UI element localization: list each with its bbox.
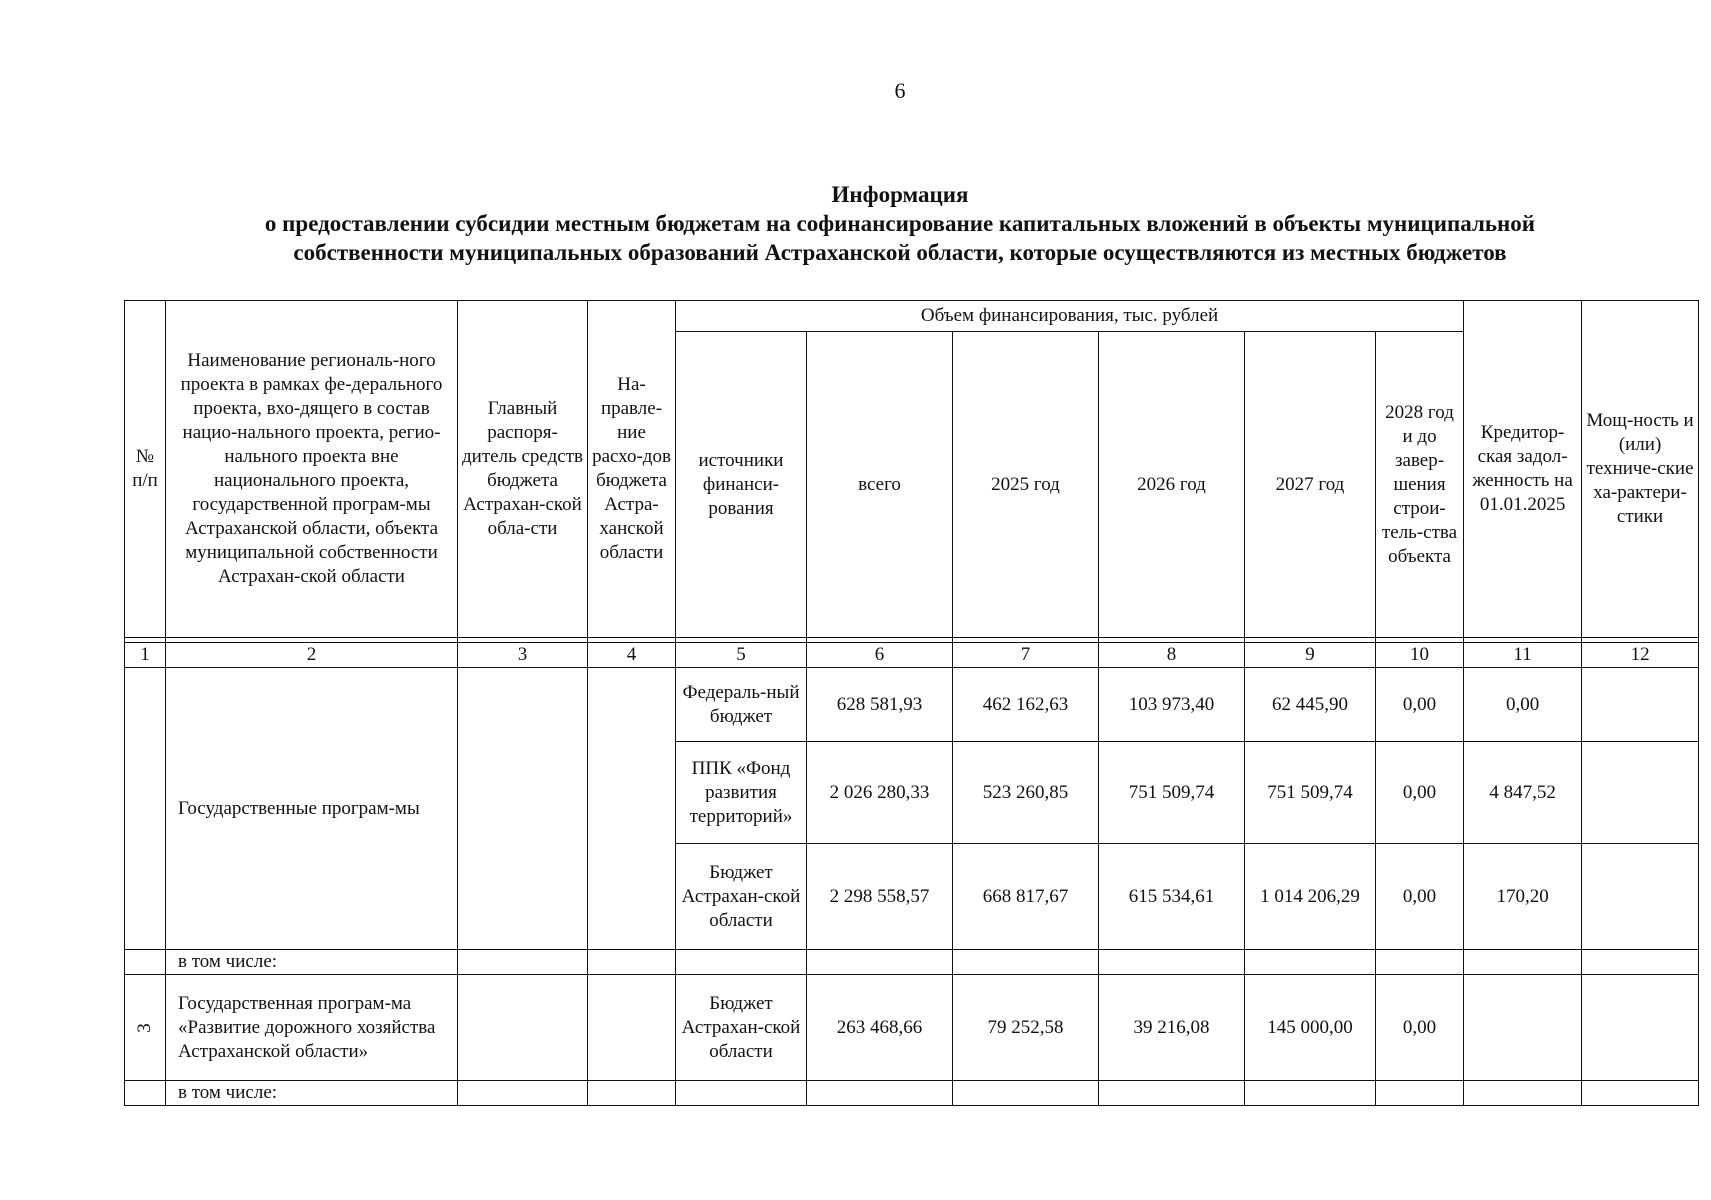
- year-2025-value: 462 162,63: [953, 668, 1099, 742]
- total-value: 2 026 280,33: [807, 742, 953, 844]
- year-2027-value: 1 014 206,29: [1245, 844, 1376, 950]
- year-2025-value: 668 817,67: [953, 844, 1099, 950]
- year-2028-value: 0,00: [1376, 844, 1464, 950]
- header-financing-group: Объем финансирования, тыс. рублей: [676, 301, 1464, 332]
- header-col-8: 2026 год: [1099, 332, 1245, 638]
- column-number: 2: [166, 643, 458, 668]
- column-number: 8: [1099, 643, 1245, 668]
- column-number: 12: [1582, 643, 1699, 668]
- manager-cell: [458, 668, 588, 950]
- funding-source: Бюджет Астрахан-ской области: [676, 975, 807, 1081]
- including-label: в том числе:: [166, 950, 458, 975]
- debt-value: 170,20: [1464, 844, 1582, 950]
- funding-source: ППК «Фонд развития территорий»: [676, 742, 807, 844]
- title-line-1: Информация: [831, 182, 969, 207]
- total-value: 628 581,93: [807, 668, 953, 742]
- year-2028-value: 0,00: [1376, 668, 1464, 742]
- funding-source: Бюджет Астрахан-ской области: [676, 844, 807, 950]
- table-row: [125, 950, 1699, 975]
- header-col-6: всего: [807, 332, 953, 638]
- title-line-3: собственности муниципальных образований Астраханской области, которые осуществляются из местных бюджетов: [293, 240, 1507, 265]
- column-number: 6: [807, 643, 953, 668]
- total-value: 263 468,66: [807, 975, 953, 1081]
- direction-cell: [588, 975, 676, 1081]
- year-2027-value: 145 000,00: [1245, 975, 1376, 1081]
- header-col-12: Мощ-ность и (или) техниче-ские ха-рактери-стики: [1582, 301, 1699, 638]
- funding-source: Федераль-ный бюджет: [676, 668, 807, 742]
- year-2026-value: 615 534,61: [1099, 844, 1245, 950]
- direction-cell: [588, 668, 676, 950]
- header-col-2: Наименование региональ-ного проекта в рамках фе-дерального проекта, вхо-дящего в состав нацио-нального проекта, регио-нального проекта вне национального проекта, государственной програм-мы Астраханской области, объекта муниципальной собственности Астрахан-ской области: [166, 301, 458, 638]
- column-number: 1: [125, 643, 166, 668]
- year-2025-value: 523 260,85: [953, 742, 1099, 844]
- including-label: в том числе:: [166, 1081, 458, 1106]
- section-name: Государственные програм-мы: [166, 668, 458, 950]
- document-title: [190, 180, 1610, 267]
- row-number-cell: [125, 668, 166, 950]
- page-number: 6: [894, 78, 906, 103]
- financing-table: [124, 300, 1699, 1106]
- debt-value: 4 847,52: [1464, 742, 1582, 844]
- manager-cell: [458, 975, 588, 1081]
- capacity-cell: [1582, 742, 1699, 844]
- debt-value: [1464, 975, 1582, 1081]
- capacity-cell: [1582, 975, 1699, 1081]
- header-col-5: источники финанси-рования: [676, 332, 807, 638]
- row-number: 3: [134, 1022, 155, 1033]
- column-number: 3: [458, 643, 588, 668]
- year-2025-value: 79 252,58: [953, 975, 1099, 1081]
- column-number: 10: [1376, 643, 1464, 668]
- header-col-1: № п/п: [125, 301, 166, 638]
- header-col-10: 2028 год и до завер-шения строи-тель-ства объекта: [1376, 332, 1464, 638]
- title-line-2: о предоставлении субсидии местным бюджетам на софинансирование капитальных вложений в объекты муниципальной: [264, 211, 1536, 236]
- table-row: [125, 668, 1699, 742]
- header-row-1: [125, 301, 1699, 332]
- capacity-cell: [1582, 844, 1699, 950]
- row-number-cell: [125, 975, 166, 1081]
- year-2028-value: 0,00: [1376, 975, 1464, 1081]
- header-col-7: 2025 год: [953, 332, 1099, 638]
- year-2026-value: 39 216,08: [1099, 975, 1245, 1081]
- year-2028-value: 0,00: [1376, 742, 1464, 844]
- header-col-3: Главный распоря-дитель средств бюджета Астрахан-ской обла-сти: [458, 301, 588, 638]
- column-number: 4: [588, 643, 676, 668]
- year-2027-value: 62 445,90: [1245, 668, 1376, 742]
- year-2026-value: 103 973,40: [1099, 668, 1245, 742]
- column-number: 7: [953, 643, 1099, 668]
- year-2027-value: 751 509,74: [1245, 742, 1376, 844]
- header-col-11: Кредитор-ская задол-женность на 01.01.2025: [1464, 301, 1582, 638]
- table-row: [125, 975, 1699, 1081]
- program-name: Государственная програм-ма «Развитие дорожного хозяйства Астраханской области»: [166, 975, 458, 1081]
- column-number-row: [125, 643, 1699, 668]
- column-number: 11: [1464, 643, 1582, 668]
- header-col-4: На-правле-ние расхо-дов бюджета Астра-ханской области: [588, 301, 676, 638]
- debt-value: 0,00: [1464, 668, 1582, 742]
- total-value: 2 298 558,57: [807, 844, 953, 950]
- header-col-9: 2027 год: [1245, 332, 1376, 638]
- table-row: [125, 1081, 1699, 1106]
- column-number: 9: [1245, 643, 1376, 668]
- column-number: 5: [676, 643, 807, 668]
- capacity-cell: [1582, 668, 1699, 742]
- year-2026-value: 751 509,74: [1099, 742, 1245, 844]
